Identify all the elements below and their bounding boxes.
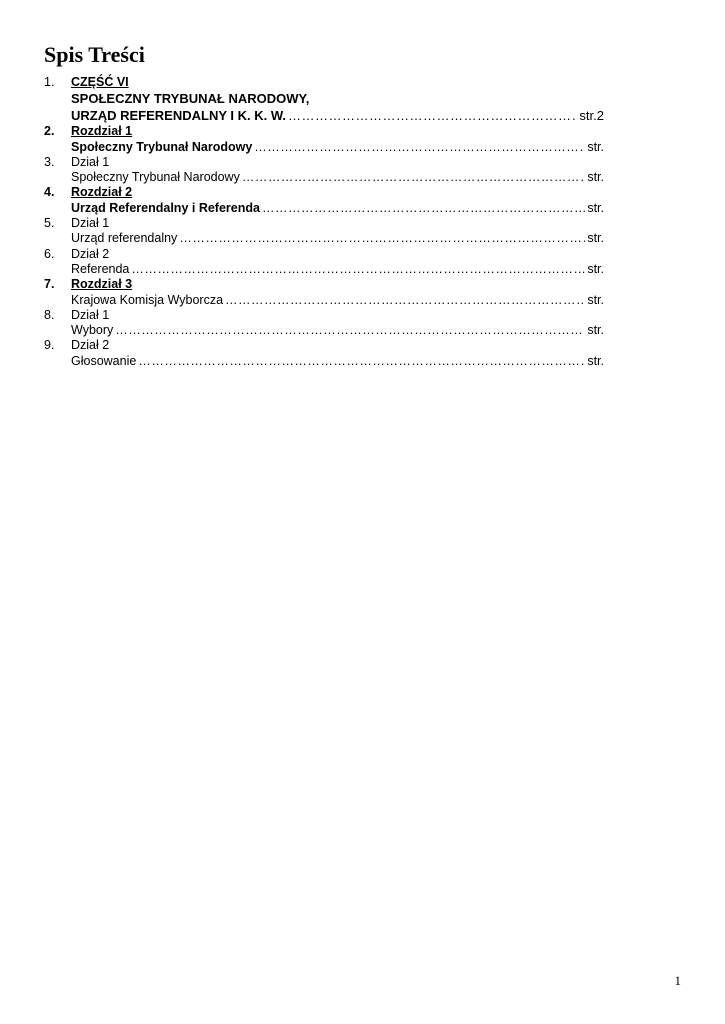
- toc-entry-6[interactable]: [44, 247, 604, 278]
- page-title: Spis Treści: [44, 42, 145, 67]
- toc-entry-title: Urząd Referendalny i Referenda: [71, 200, 260, 215]
- table-of-contents: [44, 75, 604, 369]
- dot-leader: [254, 140, 585, 155]
- toc-entry-heading: Rozdział 1: [71, 124, 133, 139]
- dot-leader: [115, 323, 585, 338]
- toc-entry-heading: CZĘŚĆ VI: [71, 75, 129, 89]
- toc-entry-number: 6.: [44, 246, 55, 261]
- toc-entry-heading: Dział 1: [71, 307, 110, 322]
- toc-entry-number: 4.: [44, 185, 55, 200]
- toc-entry-heading: Rozdział 2: [71, 185, 133, 200]
- toc-entry-heading: Rozdział 3: [71, 277, 133, 292]
- dot-leader: [225, 293, 585, 308]
- toc-entry-title: Referenda: [71, 261, 130, 276]
- toc-entry-heading: Dział 1: [71, 216, 110, 231]
- toc-entry-page: str.: [587, 261, 604, 276]
- toc-entry-9[interactable]: [44, 338, 604, 369]
- toc-entry-7[interactable]: [44, 277, 604, 308]
- toc-entry-number: 9.: [44, 338, 55, 353]
- toc-entry-number: 1.: [44, 75, 55, 89]
- toc-entry-title: Społeczny Trybunał Narodowy: [71, 139, 253, 154]
- toc-entry-page: str.: [587, 231, 604, 246]
- toc-entry-title: URZĄD REFERENDALNY I K. K. W.: [71, 108, 286, 124]
- dot-leader: [262, 201, 585, 216]
- dot-leader: [288, 107, 577, 124]
- toc-entry-heading: Dział 2: [71, 338, 110, 353]
- toc-entry-number: 8.: [44, 307, 55, 322]
- toc-entry-number: 5.: [44, 216, 55, 231]
- dot-leader: [179, 231, 585, 246]
- toc-entry-4[interactable]: [44, 185, 604, 216]
- toc-entry-3[interactable]: [44, 155, 604, 186]
- toc-entry-page: str.: [587, 323, 604, 338]
- toc-entry-page: str.: [587, 139, 604, 154]
- toc-entry-8[interactable]: [44, 308, 604, 339]
- toc-entry-number: 3.: [44, 154, 55, 169]
- toc-entry-heading: Dział 1: [71, 154, 110, 169]
- toc-entry-page: str.: [587, 292, 604, 307]
- toc-entry-number: 2.: [44, 124, 55, 139]
- dot-leader: [242, 170, 585, 185]
- toc-entry-page: str.: [587, 200, 604, 215]
- toc-entry-number: 7.: [44, 277, 55, 292]
- toc-entry-heading: Dział 2: [71, 246, 110, 261]
- toc-entry-title: Wybory: [71, 323, 114, 338]
- toc-entry-5[interactable]: [44, 216, 604, 247]
- dot-leader: [138, 354, 585, 369]
- page-number: 1: [674, 973, 681, 988]
- dot-leader: [131, 262, 585, 277]
- toc-entry-2[interactable]: [44, 124, 604, 155]
- toc-entry-title: Głosowanie: [71, 353, 137, 368]
- toc-entry-page: str.: [587, 353, 604, 368]
- toc-entry-page: str.: [587, 170, 604, 185]
- toc-entry-page: str.2: [579, 108, 604, 124]
- toc-entry-title: Społeczny Trybunał Narodowy: [71, 170, 240, 185]
- toc-entry-title: Krajowa Komisja Wyborcza: [71, 292, 224, 307]
- toc-entry-title: SPOŁECZNY TRYBUNAŁ NARODOWY,: [71, 91, 310, 107]
- toc-entry-title: Urząd referendalny: [71, 231, 178, 246]
- toc-entry-1[interactable]: [44, 75, 604, 124]
